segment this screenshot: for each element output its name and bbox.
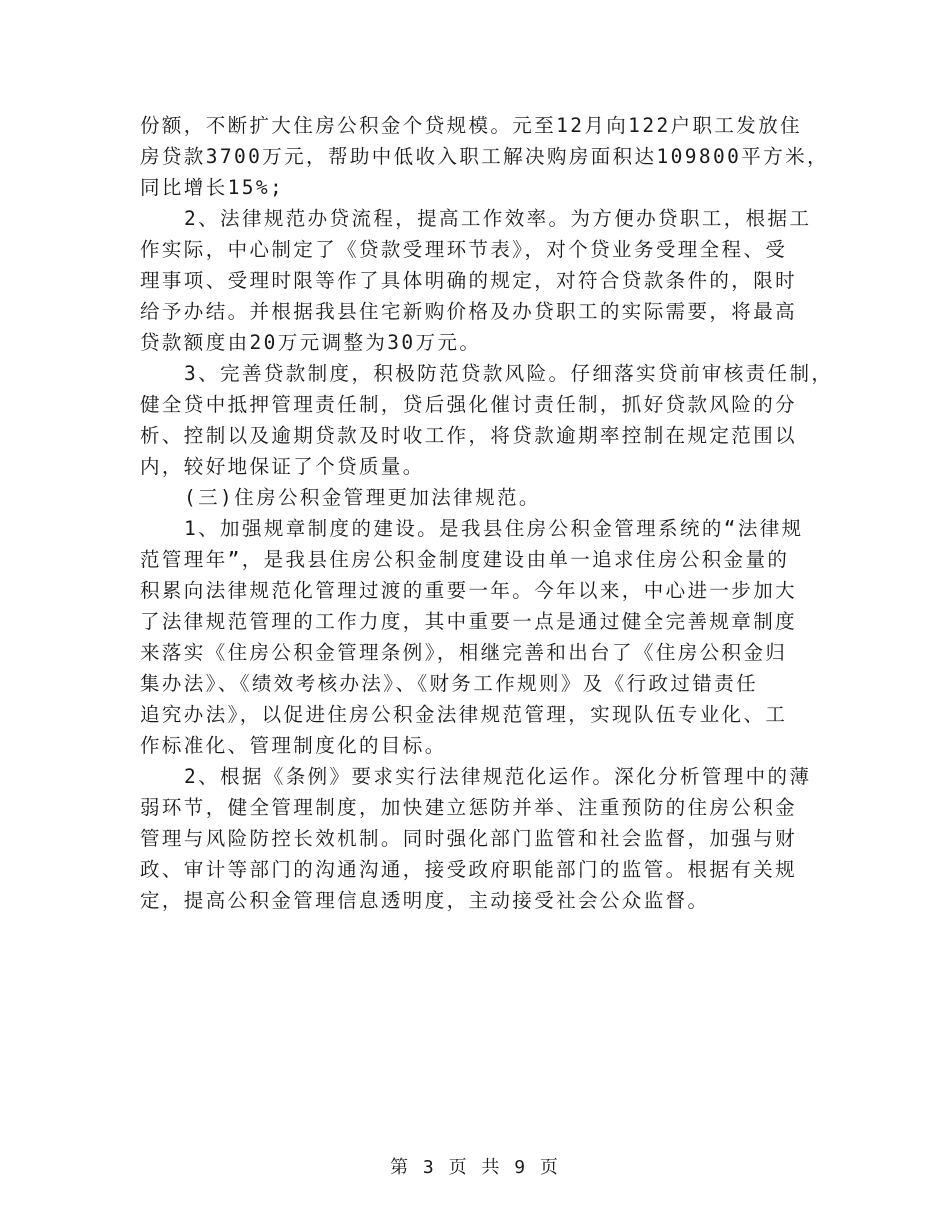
text-line: 2、法律规范办贷流程，提高工作效率。为方便办贷职工，根据工 bbox=[184, 207, 812, 230]
text-line: 追究办法》，以促进住房公积金法律规范管理，实现队伍专业化、工 bbox=[140, 703, 788, 726]
text-line: 积累向法律规范化管理过渡的重要一年。今年以来，中心进一步加大 bbox=[140, 579, 798, 602]
text-line: 弱环节，健全管理制度，加快建立惩防并举、注重预防的住房公积金 bbox=[140, 796, 798, 819]
text-line: 2、根据《条例》要求实行法律规范化运作。深化分析管理中的薄 bbox=[184, 765, 812, 788]
text-line: 作标准化、管理制度化的目标。 bbox=[140, 734, 447, 757]
text-line: 房贷款3700万元，帮助中低收入职工解决购房面积达109800平方米， bbox=[140, 145, 829, 168]
text-line: 1、加强规章制度的建设。是我县住房公积金管理系统的“法律规 bbox=[184, 517, 804, 540]
text-line: 同比增长15%; bbox=[140, 176, 285, 199]
text-line: 来落实《住房公积金管理条例》，相继完善和出台了《住房公积金归 bbox=[140, 641, 788, 664]
text-line: 范管理年”，是我县住房公积金制度建设由单一追求住房公积金量的 bbox=[140, 548, 790, 571]
text-line: 份额，不断扩大住房公积金个贷规模。元至12月向122户职工发放住 bbox=[140, 114, 803, 137]
text-line: 定，提高公积金管理信息透明度，主动接受社会公众监督。 bbox=[140, 889, 710, 912]
text-line: 3、完善贷款制度，积极防范贷款风险。仔细落实贷前审核责任制， bbox=[184, 362, 834, 385]
text-line: 健全贷中抵押管理责任制，贷后强化催讨责任制，抓好贷款风险的分 bbox=[140, 393, 798, 416]
text-line: 析、控制以及逾期贷款及时收工作，将贷款逾期率控制在规定范围以 bbox=[140, 424, 798, 447]
text-line: 贷款额度由20万元调整为30万元。 bbox=[140, 331, 482, 354]
text-line: 集办法》、《绩效考核办法》、《财务工作规则》及《行政过错责任 bbox=[140, 672, 759, 695]
text-line: 管理与风险防控长效机制。同时强化部门监管和社会监督，加强与财 bbox=[140, 827, 798, 850]
page-number-footer: 第 3 页 共 9 页 bbox=[390, 1157, 560, 1178]
text-line: 给予办结。并根据我县住宅新购价格及办贷职工的实际需要，将最高 bbox=[140, 300, 798, 323]
document-body bbox=[140, 110, 834, 916]
text-line: 政、审计等部门的沟通沟通，接受政府职能部门的监管。根据有关规 bbox=[140, 858, 798, 881]
text-line: 作实际，中心制定了《贷款受理环节表》，对个贷业务受理全程、受 bbox=[140, 238, 788, 261]
text-line: 理事项、受理时限等作了具体明确的规定，对符合贷款条件的，限时 bbox=[140, 269, 798, 292]
text-line: 内，较好地保证了个贷质量。 bbox=[140, 455, 425, 478]
section-heading: (三)住房公积金管理更加法律规范。 bbox=[184, 486, 541, 509]
text-line: 了法律规范管理的工作力度，其中重要一点是通过健全完善规章制度 bbox=[140, 610, 798, 633]
